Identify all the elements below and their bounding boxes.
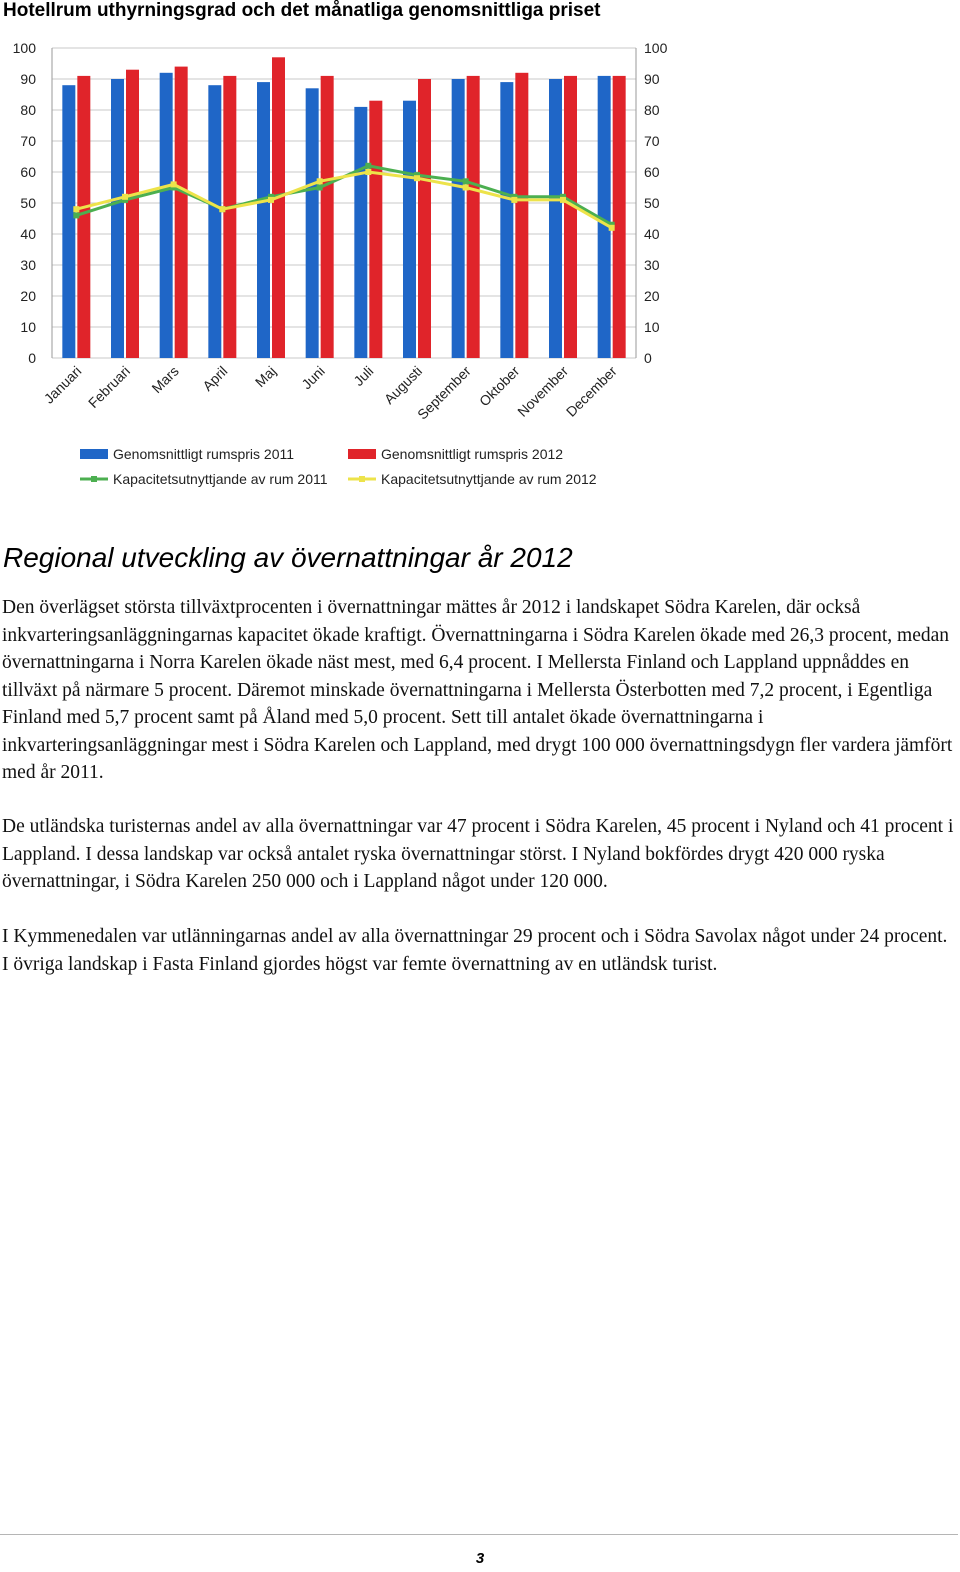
bar <box>613 76 626 358</box>
x-tick-label: November <box>514 362 572 420</box>
y-tick-label: 80 <box>20 102 36 118</box>
line-point <box>463 185 469 191</box>
line-point <box>268 197 274 203</box>
bar <box>208 85 221 358</box>
y2-tick-label: 90 <box>644 71 660 87</box>
line-point <box>73 206 79 212</box>
bar <box>500 82 513 358</box>
line-point <box>560 197 566 203</box>
legend-marker <box>359 476 365 482</box>
y-tick-label: 20 <box>20 288 36 304</box>
legend-swatch <box>80 449 108 459</box>
bar <box>452 79 465 358</box>
bar <box>354 107 367 358</box>
bar <box>111 79 124 358</box>
y2-tick-label: 20 <box>644 288 660 304</box>
paragraph: I Kymmenedalen var utlänningarnas andel av alla övernattningar 29 procent och i Södra Savolax något under 24 procent. I övriga landskap i Fasta Finland gjordes högst var femte övernattning av en utländsk turist. <box>2 926 948 975</box>
page-number: 3 <box>475 1550 485 1567</box>
y2-tick-label: 0 <box>644 350 652 366</box>
y-tick-label: 0 <box>28 350 36 366</box>
y-tick-label: 100 <box>12 40 36 56</box>
line-point <box>365 169 371 175</box>
line-point <box>609 225 615 231</box>
bar <box>175 67 188 358</box>
line-point <box>365 163 371 169</box>
bar <box>160 73 173 358</box>
y2-tick-label: 80 <box>644 102 660 118</box>
bar <box>321 76 334 358</box>
bar <box>467 76 480 358</box>
x-tick-label: April <box>199 362 231 394</box>
y2-tick-label: 10 <box>644 319 660 335</box>
line-point <box>122 194 128 200</box>
bar <box>306 88 319 358</box>
paragraph: Den överlägset största tillväxtprocenten i övernattningar mättes år 2012 i landskapet Södra Karelen, där också inkvarteringsanläggningarnas kapacitet ökade kraftigt. Övernattningarna i Södra Karelen ökade med 26,3 procent, medan övernattningarna i Norra Karelen ökade näst mest, med 6,4 procent. I Mellersta Finland och Lappland uppnåddes en tillväxt på närmare 5 procent. Däremot minskade övernattningarna i Mellersta Österbotten med 7,2 procent, i Egentliga Finland med 5,7 procent samt på Åland med 5,0 procent. Sett till antalet ökade övernattningarna i inkvarteringsanläggningar mest i Södra Karelen och Lappland, med drygt 100 000 övernattningsdygn fler vardera jämfört med år 2011. <box>2 597 953 783</box>
bar <box>369 101 382 358</box>
bar <box>564 76 577 358</box>
y-tick-label: 60 <box>20 164 36 180</box>
line-point <box>219 206 225 212</box>
x-tick-label: Januari <box>40 362 85 407</box>
y2-tick-label: 70 <box>644 133 660 149</box>
x-tick-label: December <box>562 362 620 420</box>
y-tick-label: 40 <box>20 226 36 242</box>
series-line <box>76 172 611 228</box>
line-point <box>511 197 517 203</box>
y-tick-label: 10 <box>20 319 36 335</box>
chart <box>0 30 700 500</box>
y-tick-label: 50 <box>20 195 36 211</box>
chart-title: Hotellrum uthyrningsgrad och det månatliga genomsnittliga priset <box>3 0 601 21</box>
paragraph: De utländska turisternas andel av alla övernattningar var 47 procent i Södra Karelen, 45 procent i Nyland och 41 procent i Lappland. I dessa landskap var också antalet ryska övernattningar störst. I Nyland bokfördes drygt 420 000 ryska övernattningar, i Södra Karelen 250 000 och i Lappland något under 120 000. <box>2 816 954 892</box>
y-tick-label: 70 <box>20 133 36 149</box>
line-point <box>73 212 79 218</box>
y2-tick-label: 50 <box>644 195 660 211</box>
bar <box>62 85 75 358</box>
y-tick-label: 90 <box>20 71 36 87</box>
line-point <box>463 178 469 184</box>
x-tick-label: Maj <box>251 362 280 391</box>
bar <box>272 57 285 358</box>
x-tick-label: Juli <box>350 362 377 389</box>
bar <box>257 82 270 358</box>
x-tick-label: Mars <box>148 362 182 397</box>
y-tick-label: 30 <box>20 257 36 273</box>
bar <box>126 70 139 358</box>
line-point <box>317 185 323 191</box>
bar <box>549 79 562 358</box>
series-line <box>76 166 611 225</box>
legend-label: Kapacitetsutnyttjande av rum 2012 <box>381 471 597 487</box>
x-tick-label: Juni <box>298 362 328 393</box>
bar <box>403 101 416 358</box>
line-point <box>317 178 323 184</box>
footer-divider <box>0 1534 958 1535</box>
legend-label: Genomsnittligt rumspris 2011 <box>113 446 295 462</box>
x-tick-label: Februari <box>84 362 134 411</box>
legend-label: Genomsnittligt rumspris 2012 <box>381 446 564 462</box>
bar <box>223 76 236 358</box>
y2-tick-label: 60 <box>644 164 660 180</box>
line-point <box>414 175 420 181</box>
y2-tick-label: 30 <box>644 257 660 273</box>
y2-tick-label: 40 <box>644 226 660 242</box>
legend-swatch <box>348 449 376 459</box>
legend-label: Kapacitetsutnyttjande av rum 2011 <box>113 471 328 487</box>
bar <box>418 79 431 358</box>
line-point <box>171 181 177 187</box>
x-tick-label: Oktober <box>475 362 523 410</box>
bar <box>515 73 528 358</box>
section-heading: Regional utveckling av övernattningar år 2012 <box>3 542 573 573</box>
x-tick-label: Augusti <box>380 362 426 408</box>
y2-tick-label: 100 <box>644 40 668 56</box>
legend-marker <box>91 476 97 482</box>
x-tick-label: September <box>414 362 474 423</box>
